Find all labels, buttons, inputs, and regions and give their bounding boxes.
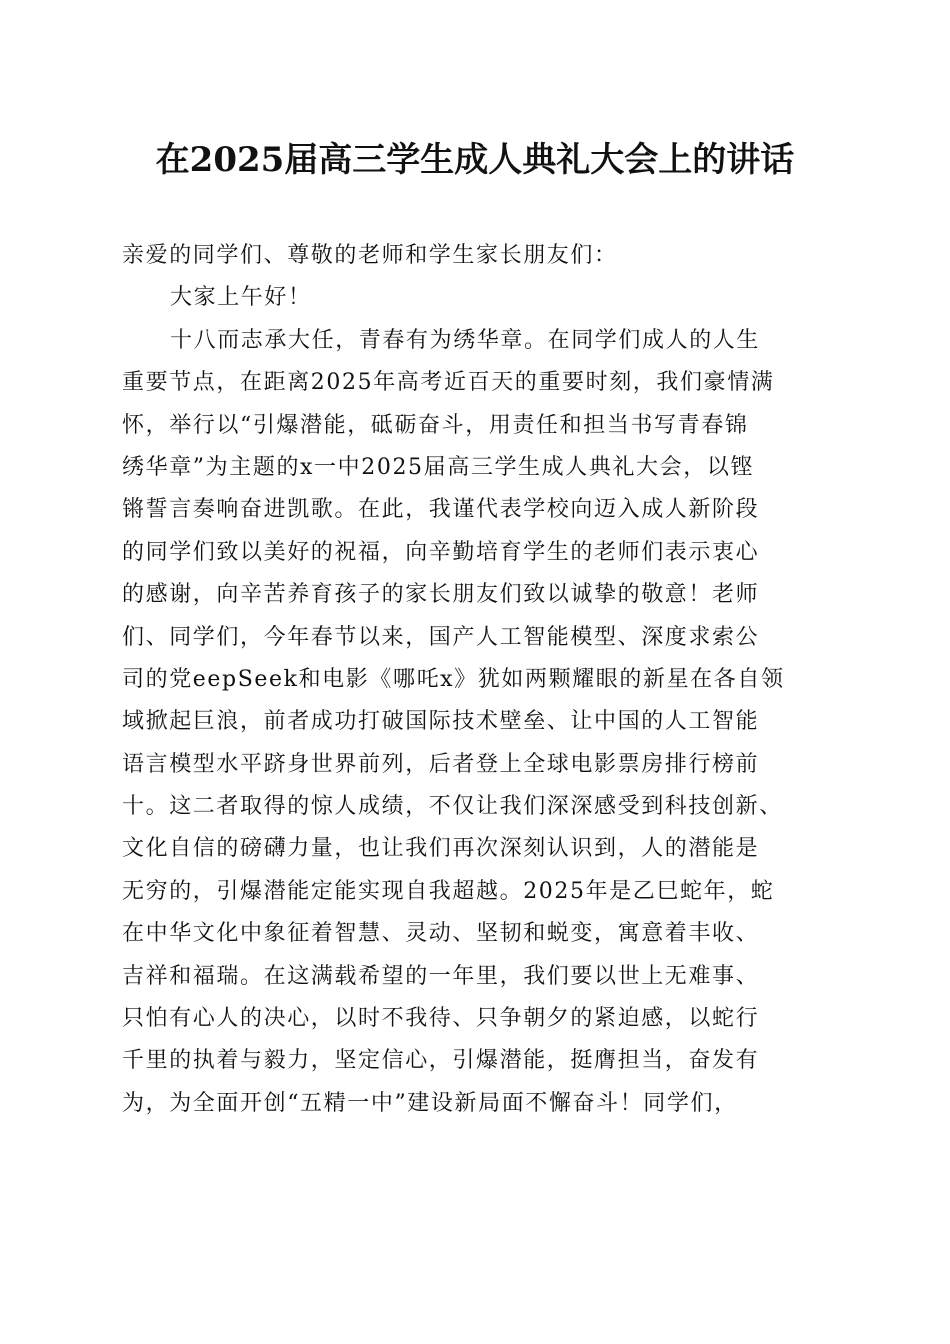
paragraph-line: 吉祥和福瑞。在这满载希望的一年里，我们要以世上无难事、	[122, 963, 760, 989]
paragraph-line: 锵誓言奏响奋进凯歌。在此，我谨代表学校向迈入成人新阶段	[122, 497, 760, 523]
paragraph-line: 千里的执着与毅力，坚定信心，引爆潜能，挺膺担当，奋发有	[122, 1048, 760, 1074]
paragraph-line: 重要节点，在距离2025年高考近百天的重要时刻，我们豪情满	[122, 370, 775, 396]
paragraph-line: 无穷的，引爆潜能定能实现自我超越。2025年是乙巳蛇年，蛇	[122, 878, 775, 904]
document-title: 在2025届高三学生成人典礼大会上的讲话	[155, 140, 795, 180]
salutation-line: 亲爱的同学们、尊敬的老师和学生家长朋友们：	[122, 243, 618, 268]
paragraph-line: 十八而志承大任，青春有为绣华章。在同学们成人的人生	[170, 327, 761, 353]
paragraph-line: 怀，举行以“引爆潜能，砥砺奋斗，用责任和担当书写青春锦	[122, 412, 749, 438]
paragraph-line: 域掀起巨浪，前者成功打破国际技术壁垒、让中国的人工智能	[122, 709, 760, 735]
paragraph-line: 在中华文化中象征着智慧、灵动、坚韧和蜕变，寓意着丰收、	[122, 921, 760, 947]
paragraph-line: 司的党eepSeek和电影《哪吒x》犹如两颗耀眼的新星在各自领	[122, 666, 785, 692]
paragraph-line: 的感谢，向辛苦养育孩子的家长朋友们致以诚挚的敬意！老师	[122, 582, 760, 608]
paragraph-line: 文化自信的磅礴力量，也让我们再次深刻认识到，人的潜能是	[122, 836, 760, 862]
paragraph-line: 为，为全面开创“五精一中”建设新局面不懈奋斗！同学们，	[122, 1090, 738, 1116]
paragraph-line: 十。这二者取得的惊人成绩，不仅让我们深深感受到科技创新、	[122, 794, 783, 820]
paragraph-line: 语言模型水平跻身世界前列，后者登上全球电影票房排行榜前	[122, 751, 760, 777]
document-body	[122, 235, 832, 1125]
greeting-line: 大家上午好！	[170, 285, 312, 311]
paragraph-line: 们、同学们，今年春节以来，国产人工智能模型、深度求索公	[122, 624, 760, 650]
paragraph-line: 只怕有心人的决心，以时不我待、只争朝夕的紧迫感，以蛇行	[122, 1006, 760, 1032]
paragraph-line: 的同学们致以美好的祝福，向辛勤培育学生的老师们表示衷心	[122, 539, 760, 565]
paragraph-line: 绣华章”为主题的x一中2025届高三学生成人典礼大会，以铿	[122, 454, 755, 480]
